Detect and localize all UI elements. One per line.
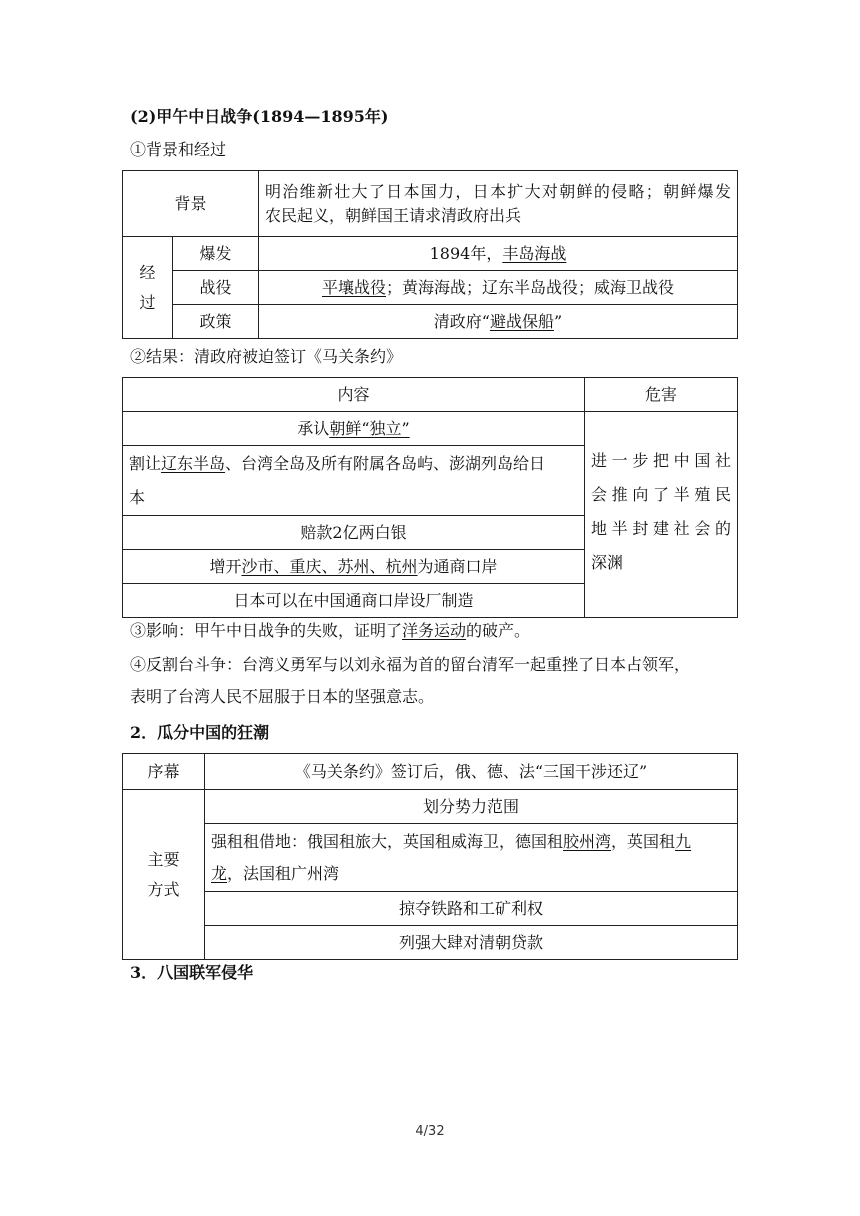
harm-text bbox=[585, 412, 738, 618]
impact-pre: ③影响：甲午中日战争的失败，证明了 bbox=[130, 621, 403, 640]
clause-indemnity: 赔款2亿两白银 bbox=[123, 516, 585, 550]
subsection-title-background: ①背景和经过 bbox=[130, 140, 227, 159]
cession-pre: 割让 bbox=[129, 453, 162, 473]
mode-label bbox=[123, 790, 205, 960]
impact-line bbox=[130, 620, 530, 642]
policy-post: ” bbox=[554, 311, 563, 331]
clause-korea bbox=[123, 412, 585, 446]
leases-kowloon-b: 龙 bbox=[211, 863, 228, 883]
mode-leases bbox=[205, 824, 738, 892]
background-text bbox=[259, 171, 738, 237]
header-content: 内容 bbox=[123, 378, 585, 412]
header-harm: 危害 bbox=[585, 378, 738, 412]
mode-railways: 掠夺铁路和工矿利权 bbox=[205, 892, 738, 926]
background-text-line2: 农民起义，朝鲜国王请求清政府出兵 bbox=[265, 205, 522, 225]
resistance-line2: 表明了台湾人民不屈服于日本的坚强意志。 bbox=[130, 687, 435, 706]
mode-loans: 列强大肆对清朝贷款 bbox=[205, 926, 738, 960]
clause-factories: 日本可以在中国通商口岸设厂制造 bbox=[123, 584, 585, 618]
heading-eight-nation: 3．八国联军侵华 bbox=[130, 963, 254, 982]
ports-pre: 增开 bbox=[209, 556, 242, 576]
mode-leases-line1 bbox=[211, 826, 731, 858]
process-label-char1: 经 bbox=[139, 262, 156, 282]
impact-post: 的破产。 bbox=[466, 621, 531, 640]
mode-label-line1: 主要 bbox=[147, 849, 180, 869]
mode-label-line2: 方式 bbox=[147, 879, 180, 899]
leases-mid: ，英国租 bbox=[611, 831, 676, 851]
partition-table bbox=[122, 753, 738, 960]
section-heading: (2)甲午中日战争(1894—1895年) bbox=[130, 107, 389, 126]
clause-cession-line1 bbox=[129, 447, 578, 481]
harm-line4: 深渊 bbox=[591, 553, 624, 572]
battle-pyongyang: 平壤战役 bbox=[321, 277, 386, 297]
battles-label: 战役 bbox=[173, 271, 259, 305]
subsection-title-result: ②结果：清政府被迫签订《马关条约》 bbox=[130, 347, 403, 366]
harm-line2: 会推向了半殖民 bbox=[591, 485, 731, 504]
clause-ports bbox=[123, 550, 585, 584]
background-label: 背景 bbox=[123, 171, 259, 237]
treaty-table bbox=[122, 377, 738, 618]
policy-pre: 清政府“ bbox=[433, 311, 490, 331]
prelude-label: 序幕 bbox=[123, 754, 205, 790]
background-text-line1: 明治维新壮大了日本国力，日本扩大对朝鲜的侵略；朝鲜爆发 bbox=[265, 181, 731, 201]
battles-text bbox=[259, 271, 738, 305]
leases-post: ，法国租广州湾 bbox=[227, 863, 340, 883]
battles-rest: ；黄海海战；辽东半岛战役；威海卫战役 bbox=[386, 277, 675, 297]
mode-spheres: 划分势力范围 bbox=[205, 790, 738, 824]
process-label bbox=[123, 237, 173, 339]
policy-key: 避战保船 bbox=[489, 311, 554, 331]
outbreak-text bbox=[259, 237, 738, 271]
ports-cities: 沙市、重庆、苏州、杭州 bbox=[241, 556, 418, 576]
harm-line3: 地半封建社会的 bbox=[591, 519, 731, 538]
outbreak-label: 爆发 bbox=[173, 237, 259, 271]
clause-cession bbox=[123, 446, 585, 516]
prelude-text: 《马关条约》签订后，俄、德、法“三国干涉还辽” bbox=[205, 754, 738, 790]
cession-liaodong: 辽东半岛 bbox=[161, 453, 226, 473]
outbreak-battle: 丰岛海战 bbox=[502, 243, 567, 263]
page-number: 4/32 bbox=[415, 1124, 445, 1139]
clause-cession-line2: 本 bbox=[129, 487, 146, 507]
ports-post: 为通商口岸 bbox=[417, 556, 498, 576]
background-process-table bbox=[122, 170, 738, 339]
clause-korea-key: 朝鲜“独立” bbox=[329, 418, 410, 438]
clause-korea-pre: 承认 bbox=[297, 418, 330, 438]
cession-rest: 、台湾全岛及所有附属各岛屿、澎湖列岛给日 bbox=[225, 453, 546, 473]
policy-text bbox=[259, 305, 738, 339]
leases-jiaozhou: 胶州湾 bbox=[563, 831, 612, 851]
process-label-char2: 过 bbox=[139, 292, 156, 312]
resistance-line1: ④反割台斗争：台湾义勇军与以刘永福为首的留台清军一起重挫了日本占领军， bbox=[130, 655, 691, 674]
harm-line1: 进一步把中国社 bbox=[591, 451, 731, 470]
policy-label: 政策 bbox=[173, 305, 259, 339]
leases-pre: 强租租借地：俄国租旅大，英国租威海卫，德国租 bbox=[211, 831, 564, 851]
mode-leases-line2 bbox=[211, 858, 731, 890]
heading-partition: 2．瓜分中国的狂潮 bbox=[130, 723, 270, 742]
impact-key: 洋务运动 bbox=[402, 621, 467, 640]
outbreak-year: 1894年， bbox=[429, 243, 503, 263]
leases-kowloon-a: 九 bbox=[675, 831, 692, 851]
